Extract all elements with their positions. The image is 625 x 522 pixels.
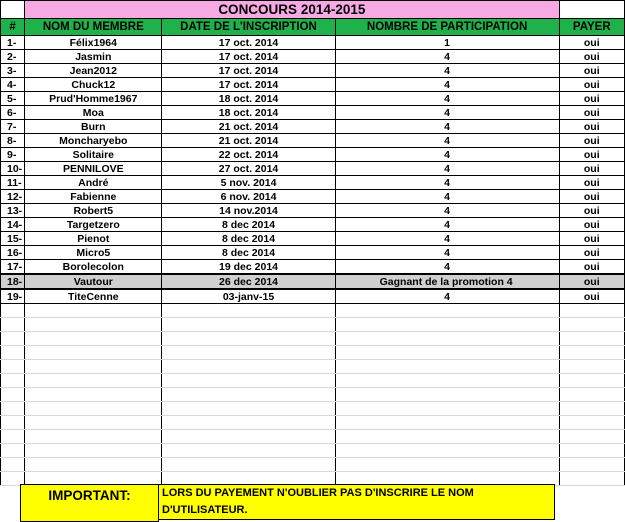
empty-cell[interactable] bbox=[1, 318, 25, 332]
empty-cell[interactable] bbox=[162, 360, 335, 374]
table-row bbox=[1, 50, 625, 64]
row-number-cell[interactable]: 15- bbox=[1, 232, 25, 246]
header-paid[interactable]: PAYER bbox=[559, 19, 624, 36]
row-number-cell[interactable]: 6- bbox=[1, 106, 25, 120]
empty-cell[interactable] bbox=[559, 430, 624, 444]
participation-count-cell[interactable]: 4 bbox=[335, 260, 559, 275]
empty-cell[interactable] bbox=[559, 402, 624, 416]
participation-count-cell[interactable]: 4 bbox=[335, 176, 559, 190]
empty-row bbox=[1, 332, 625, 346]
registration-date-cell[interactable]: 26 dec 2014 bbox=[162, 274, 335, 289]
empty-row bbox=[1, 430, 625, 444]
header-number[interactable]: # bbox=[1, 19, 25, 36]
member-name-cell[interactable]: Robert5 bbox=[25, 204, 162, 218]
paid-status-cell[interactable]: oui bbox=[559, 190, 624, 204]
empty-row bbox=[1, 360, 625, 374]
row-number-cell[interactable]: 12- bbox=[1, 190, 25, 204]
table-row bbox=[1, 176, 625, 190]
empty-cell[interactable] bbox=[1, 444, 25, 458]
row-number-cell[interactable]: 1- bbox=[1, 36, 25, 50]
empty-row bbox=[1, 304, 625, 318]
participation-count-cell[interactable]: 4 bbox=[335, 78, 559, 92]
registration-date-cell[interactable]: 21 oct. 2014 bbox=[162, 120, 335, 134]
sheet-title[interactable]: CONCOURS 2014-2015 bbox=[25, 1, 559, 19]
empty-cell[interactable] bbox=[162, 346, 335, 360]
empty-cell[interactable] bbox=[162, 304, 335, 318]
empty-cell[interactable] bbox=[335, 402, 559, 416]
table-row bbox=[1, 92, 625, 106]
participation-count-cell[interactable]: 4 bbox=[335, 232, 559, 246]
row-number-cell[interactable]: 9- bbox=[1, 148, 25, 162]
paid-status-cell[interactable]: oui bbox=[559, 78, 624, 92]
empty-cell[interactable] bbox=[335, 318, 559, 332]
registration-date-cell[interactable]: 21 oct. 2014 bbox=[162, 134, 335, 148]
member-name-cell[interactable]: Moncharyebo bbox=[25, 134, 162, 148]
registration-date-cell[interactable]: 22 oct. 2014 bbox=[162, 148, 335, 162]
registration-date-cell[interactable]: 17 oct. 2014 bbox=[162, 36, 335, 50]
important-note[interactable]: LORS DU PAYEMENT N'OUBLIER PAS D'INSCRIRE LE NOM D'UTILISATEUR. bbox=[158, 484, 555, 520]
empty-cell[interactable] bbox=[559, 388, 624, 402]
empty-row bbox=[1, 388, 625, 402]
member-name-cell[interactable]: Félix1964 bbox=[25, 36, 162, 50]
title-corner-cell[interactable] bbox=[1, 1, 25, 19]
participation-count-cell[interactable]: 4 bbox=[335, 246, 559, 260]
member-name-cell[interactable]: André bbox=[25, 176, 162, 190]
empty-cell[interactable] bbox=[335, 430, 559, 444]
paid-status-cell[interactable]: oui bbox=[559, 106, 624, 120]
paid-status-cell[interactable]: oui bbox=[559, 232, 624, 246]
registration-date-cell[interactable]: 19 dec 2014 bbox=[162, 260, 335, 275]
header-participation-count[interactable]: NOMBRE DE PARTICIPATION bbox=[335, 19, 559, 36]
paid-status-cell[interactable]: oui bbox=[559, 289, 624, 304]
empty-cell[interactable] bbox=[25, 374, 162, 388]
member-name-cell[interactable]: Solitaire bbox=[25, 148, 162, 162]
row-number-cell[interactable]: 11- bbox=[1, 176, 25, 190]
paid-status-cell[interactable]: oui bbox=[559, 134, 624, 148]
empty-cell[interactable] bbox=[335, 346, 559, 360]
registration-date-cell[interactable]: 8 dec 2014 bbox=[162, 246, 335, 260]
empty-cell[interactable] bbox=[1, 402, 25, 416]
table-row bbox=[1, 218, 625, 232]
empty-cell[interactable] bbox=[1, 388, 25, 402]
table-row bbox=[1, 162, 625, 176]
empty-cell[interactable] bbox=[162, 416, 335, 430]
table-row bbox=[1, 148, 625, 162]
member-name-cell[interactable]: TiteCenne bbox=[25, 289, 162, 304]
participation-count-cell[interactable]: 4 bbox=[335, 289, 559, 304]
table-row bbox=[1, 260, 625, 275]
empty-cell[interactable] bbox=[559, 360, 624, 374]
paid-status-cell[interactable]: oui bbox=[559, 260, 624, 275]
table-row bbox=[1, 190, 625, 204]
table-row bbox=[1, 204, 625, 218]
paid-status-cell[interactable]: oui bbox=[559, 274, 624, 289]
table-row bbox=[1, 246, 625, 260]
empty-cell[interactable] bbox=[162, 318, 335, 332]
participation-count-cell[interactable]: 4 bbox=[335, 134, 559, 148]
empty-cell[interactable] bbox=[559, 472, 624, 486]
member-name-cell[interactable]: Borolecolon bbox=[25, 260, 162, 275]
participation-count-cell[interactable]: 4 bbox=[335, 64, 559, 78]
participation-count-cell[interactable]: Gagnant de la promotion 4 bbox=[335, 274, 559, 289]
empty-cell[interactable] bbox=[335, 332, 559, 346]
empty-cell[interactable] bbox=[1, 346, 25, 360]
participation-count-cell[interactable]: 1 bbox=[335, 36, 559, 50]
table-row bbox=[1, 120, 625, 134]
empty-cell[interactable] bbox=[25, 416, 162, 430]
important-label[interactable]: IMPORTANT: bbox=[20, 484, 159, 522]
paid-status-cell[interactable]: oui bbox=[559, 92, 624, 106]
empty-cell[interactable] bbox=[25, 318, 162, 332]
row-number-cell[interactable]: 14- bbox=[1, 218, 25, 232]
registration-date-cell[interactable]: 03-janv-15 bbox=[162, 289, 335, 304]
empty-cell[interactable] bbox=[25, 402, 162, 416]
paid-status-cell[interactable]: oui bbox=[559, 36, 624, 50]
empty-cell[interactable] bbox=[162, 402, 335, 416]
empty-cell[interactable] bbox=[1, 458, 25, 472]
empty-cell[interactable] bbox=[559, 304, 624, 318]
table-row bbox=[1, 106, 625, 120]
participation-count-cell[interactable]: 4 bbox=[335, 204, 559, 218]
registration-date-cell[interactable]: 27 oct. 2014 bbox=[162, 162, 335, 176]
participation-count-cell[interactable]: 4 bbox=[335, 190, 559, 204]
empty-cell[interactable] bbox=[1, 360, 25, 374]
empty-row bbox=[1, 458, 625, 472]
member-name-cell[interactable]: Burn bbox=[25, 120, 162, 134]
empty-cell[interactable] bbox=[1, 374, 25, 388]
registration-date-cell[interactable]: 17 oct. 2014 bbox=[162, 64, 335, 78]
empty-cell[interactable] bbox=[335, 416, 559, 430]
empty-cell[interactable] bbox=[162, 444, 335, 458]
empty-row bbox=[1, 444, 625, 458]
empty-cell[interactable] bbox=[162, 374, 335, 388]
member-name-cell[interactable]: Micro5 bbox=[25, 246, 162, 260]
row-number-cell[interactable]: 17- bbox=[1, 260, 25, 275]
participation-count-cell[interactable]: 4 bbox=[335, 92, 559, 106]
empty-cell[interactable] bbox=[25, 346, 162, 360]
table-row bbox=[1, 232, 625, 246]
participation-count-cell[interactable]: 4 bbox=[335, 162, 559, 176]
row-number-cell[interactable]: 5- bbox=[1, 92, 25, 106]
member-name-cell[interactable]: Vautour bbox=[25, 274, 162, 289]
header-member-name[interactable]: NOM DU MEMBRE bbox=[25, 19, 162, 36]
row-number-cell[interactable]: 18- bbox=[1, 274, 25, 289]
empty-cell[interactable] bbox=[25, 430, 162, 444]
empty-cell[interactable] bbox=[335, 388, 559, 402]
registration-date-cell[interactable]: 18 oct. 2014 bbox=[162, 92, 335, 106]
empty-cell[interactable] bbox=[25, 360, 162, 374]
table-row bbox=[1, 134, 625, 148]
empty-cell[interactable] bbox=[335, 444, 559, 458]
row-number-cell[interactable]: 10- bbox=[1, 162, 25, 176]
table-row bbox=[1, 78, 625, 92]
table-row bbox=[1, 64, 625, 78]
member-name-cell[interactable]: Fabienne bbox=[25, 190, 162, 204]
participation-count-cell[interactable]: 4 bbox=[335, 120, 559, 134]
participation-count-cell[interactable]: 4 bbox=[335, 218, 559, 232]
empty-cell[interactable] bbox=[335, 374, 559, 388]
header-row bbox=[1, 19, 625, 36]
row-number-cell[interactable]: 4- bbox=[1, 78, 25, 92]
empty-cell[interactable] bbox=[559, 416, 624, 430]
empty-cell[interactable] bbox=[559, 444, 624, 458]
empty-cell[interactable] bbox=[25, 304, 162, 318]
empty-cell[interactable] bbox=[162, 388, 335, 402]
empty-cell[interactable] bbox=[335, 458, 559, 472]
empty-cell[interactable] bbox=[559, 458, 624, 472]
registration-date-cell[interactable]: 8 dec 2014 bbox=[162, 232, 335, 246]
member-name-cell[interactable]: Prud'Homme1967 bbox=[25, 92, 162, 106]
row-number-cell[interactable]: 13- bbox=[1, 204, 25, 218]
registration-date-cell[interactable]: 17 oct. 2014 bbox=[162, 78, 335, 92]
row-number-cell[interactable]: 2- bbox=[1, 50, 25, 64]
member-name-cell[interactable]: Jasmin bbox=[25, 50, 162, 64]
empty-row bbox=[1, 416, 625, 430]
empty-cell[interactable] bbox=[162, 430, 335, 444]
empty-cell[interactable] bbox=[1, 416, 25, 430]
empty-cell[interactable] bbox=[25, 444, 162, 458]
paid-status-cell[interactable]: oui bbox=[559, 176, 624, 190]
registration-date-cell[interactable]: 8 dec 2014 bbox=[162, 218, 335, 232]
registration-date-cell[interactable]: 17 oct. 2014 bbox=[162, 50, 335, 64]
empty-cell[interactable] bbox=[1, 430, 25, 444]
row-number-cell[interactable]: 3- bbox=[1, 64, 25, 78]
member-name-cell[interactable]: PENNILOVE bbox=[25, 162, 162, 176]
member-name-cell[interactable]: Chuck12 bbox=[25, 78, 162, 92]
paid-status-cell[interactable]: oui bbox=[559, 148, 624, 162]
table-row bbox=[1, 289, 625, 304]
empty-cell[interactable] bbox=[1, 304, 25, 318]
table-row bbox=[1, 36, 625, 50]
registration-date-cell[interactable]: 18 oct. 2014 bbox=[162, 106, 335, 120]
row-number-cell[interactable]: 16- bbox=[1, 246, 25, 260]
participation-count-cell[interactable]: 4 bbox=[335, 106, 559, 120]
paid-status-cell[interactable]: oui bbox=[559, 64, 624, 78]
registration-date-cell[interactable]: 5 nov. 2014 bbox=[162, 176, 335, 190]
paid-status-cell[interactable]: oui bbox=[559, 162, 624, 176]
empty-cell[interactable] bbox=[1, 332, 25, 346]
empty-cell[interactable] bbox=[162, 332, 335, 346]
empty-row bbox=[1, 374, 625, 388]
empty-cell[interactable] bbox=[559, 374, 624, 388]
paid-status-cell[interactable]: oui bbox=[559, 218, 624, 232]
paid-status-cell[interactable]: oui bbox=[559, 120, 624, 134]
row-number-cell[interactable]: 19- bbox=[1, 289, 25, 304]
empty-cell[interactable] bbox=[25, 458, 162, 472]
paid-status-cell[interactable]: oui bbox=[559, 50, 624, 64]
paid-status-cell[interactable]: oui bbox=[559, 246, 624, 260]
row-number-cell[interactable]: 7- bbox=[1, 120, 25, 134]
member-name-cell[interactable]: Jean2012 bbox=[25, 64, 162, 78]
empty-cell[interactable] bbox=[25, 332, 162, 346]
participation-count-cell[interactable]: 4 bbox=[335, 148, 559, 162]
registration-date-cell[interactable]: 6 nov. 2014 bbox=[162, 190, 335, 204]
participation-count-cell[interactable]: 4 bbox=[335, 50, 559, 64]
member-name-cell[interactable]: Pienot bbox=[25, 232, 162, 246]
empty-cell[interactable] bbox=[25, 388, 162, 402]
empty-row bbox=[1, 402, 625, 416]
empty-cell[interactable] bbox=[335, 304, 559, 318]
member-name-cell[interactable]: Targetzero bbox=[25, 218, 162, 232]
header-registration-date[interactable]: DATE DE L'INSCRIPTION bbox=[162, 19, 335, 36]
empty-cell[interactable] bbox=[162, 458, 335, 472]
title-right-cell[interactable] bbox=[559, 1, 624, 19]
empty-cell[interactable] bbox=[559, 318, 624, 332]
empty-cell[interactable] bbox=[559, 332, 624, 346]
table-row bbox=[1, 274, 625, 289]
row-number-cell[interactable]: 8- bbox=[1, 134, 25, 148]
title-row bbox=[1, 1, 625, 19]
empty-row bbox=[1, 346, 625, 360]
empty-row bbox=[1, 318, 625, 332]
empty-cell[interactable] bbox=[335, 360, 559, 374]
registration-date-cell[interactable]: 14 nov.2014 bbox=[162, 204, 335, 218]
paid-status-cell[interactable]: oui bbox=[559, 204, 624, 218]
member-name-cell[interactable]: Moa bbox=[25, 106, 162, 120]
empty-cell[interactable] bbox=[559, 346, 624, 360]
